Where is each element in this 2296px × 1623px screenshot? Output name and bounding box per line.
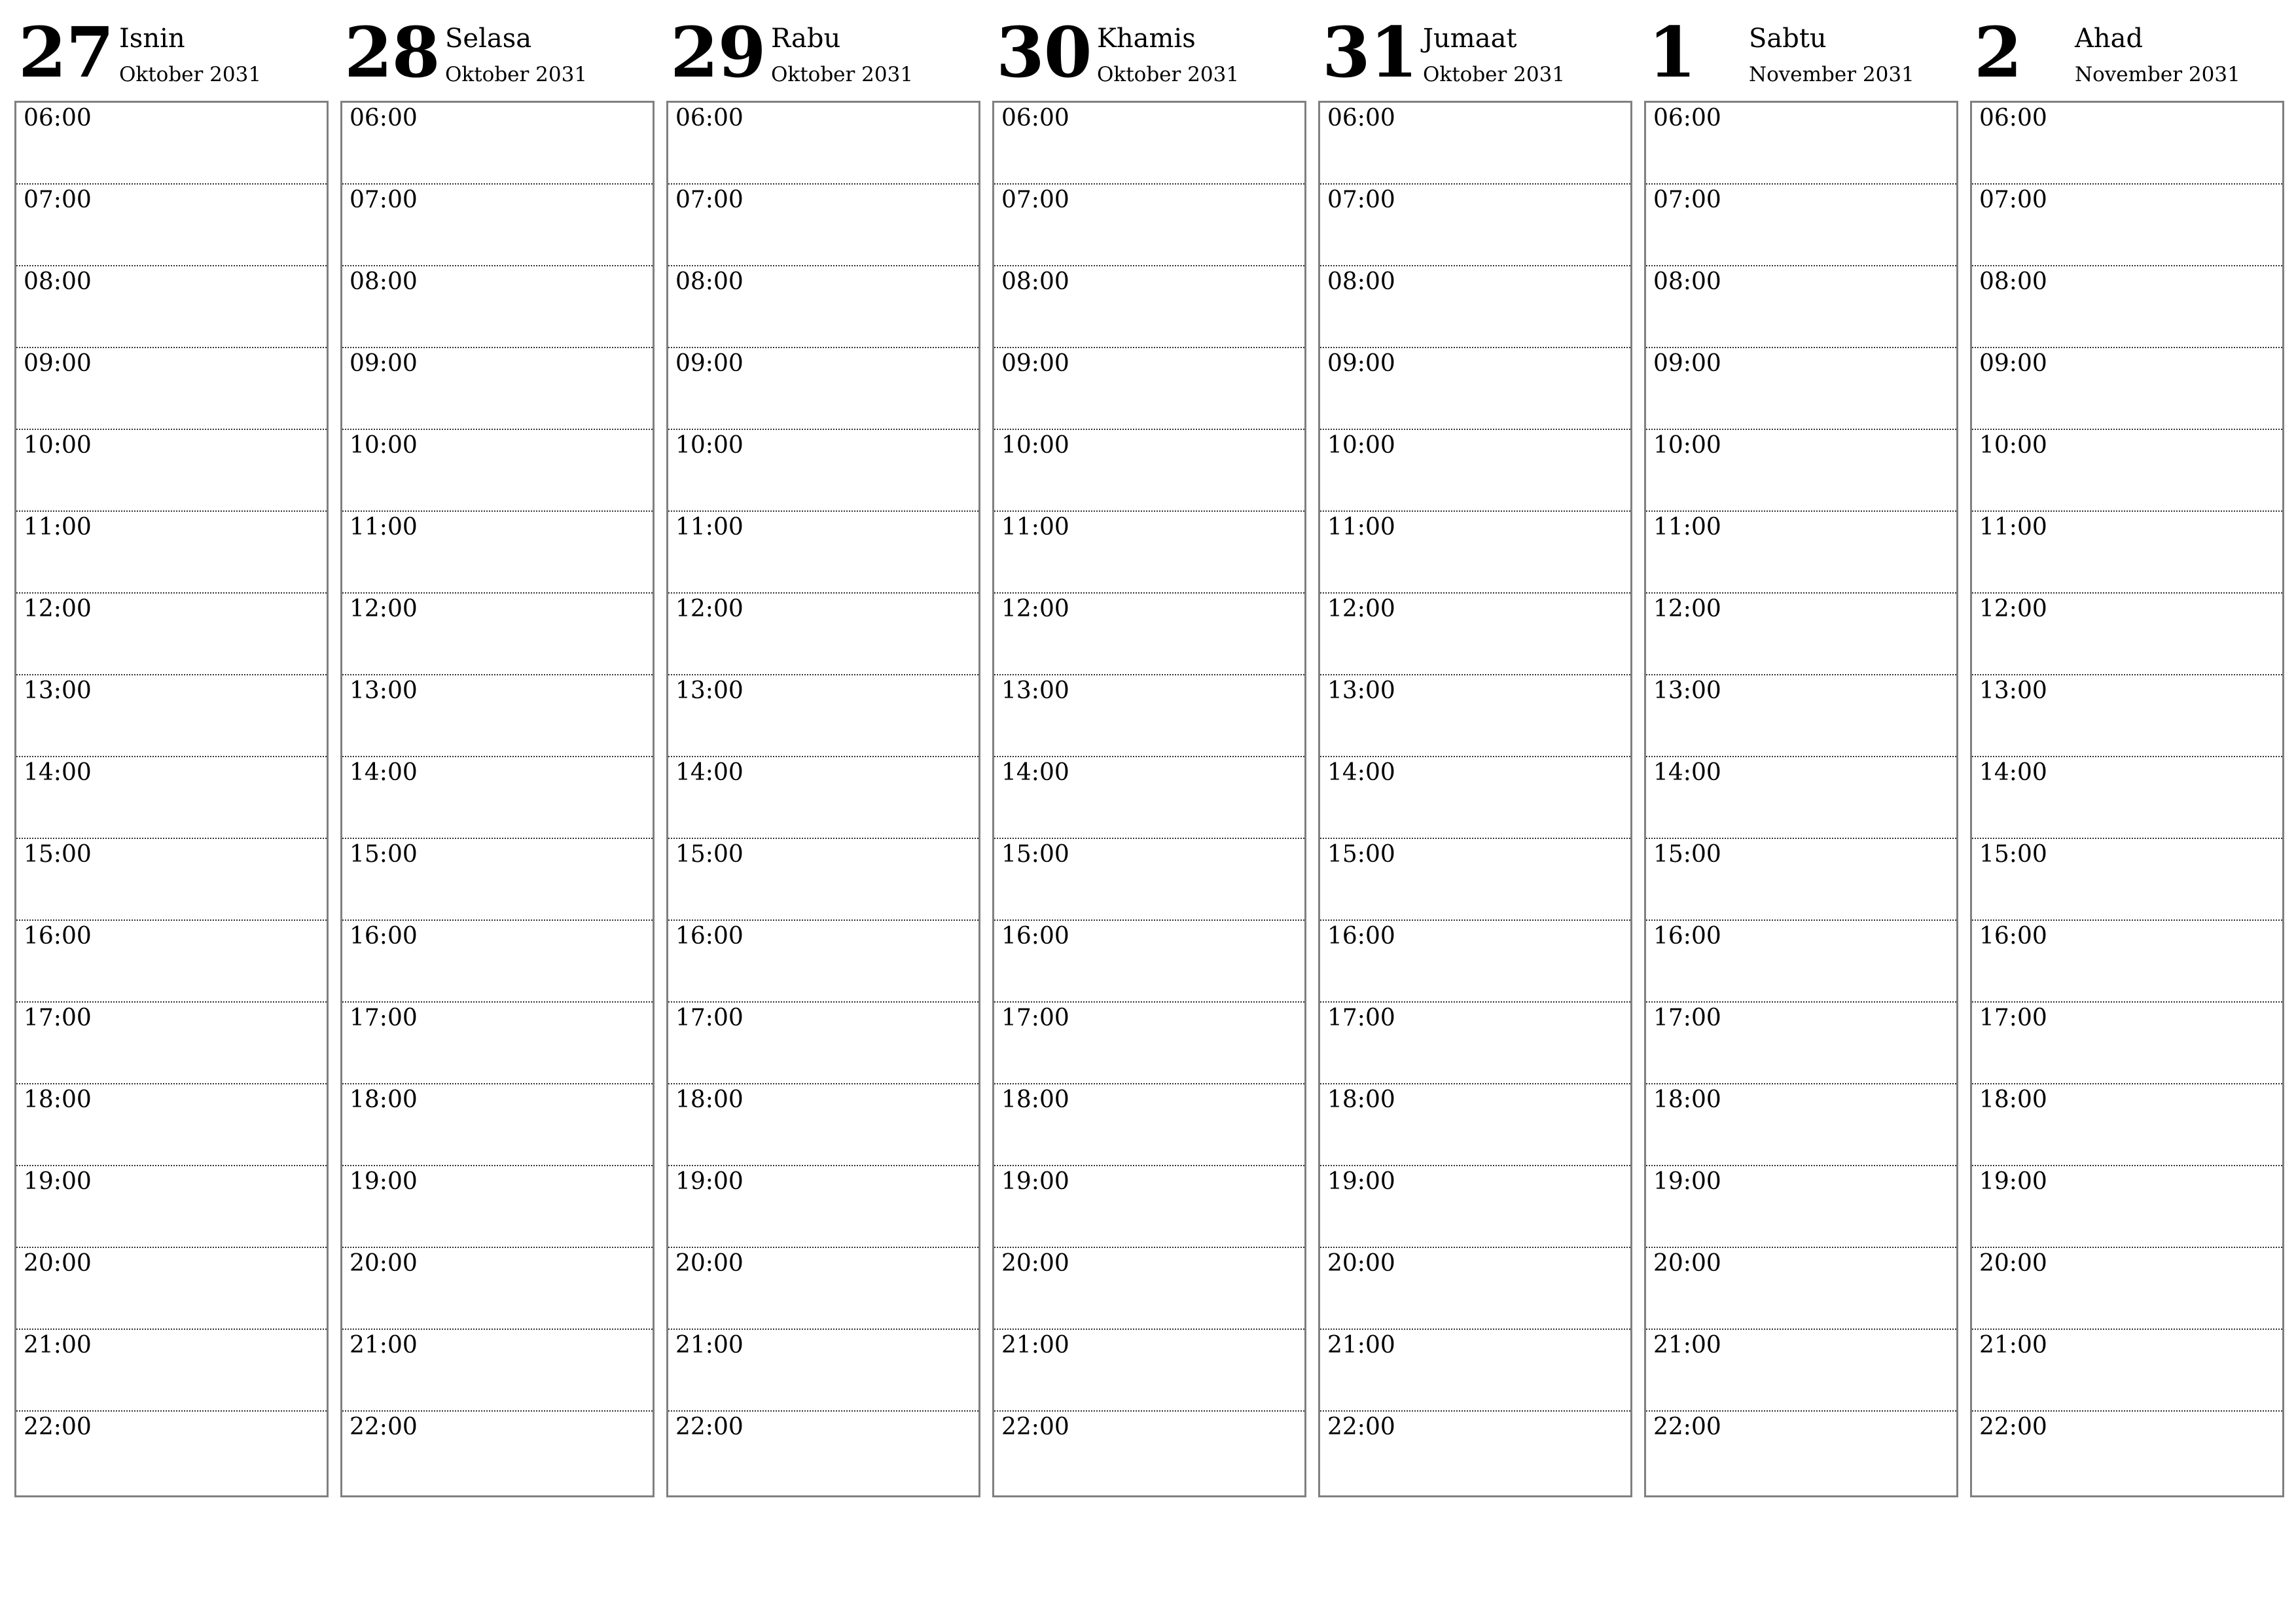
time-slot-label: 06:00 xyxy=(350,105,418,132)
time-slot xyxy=(668,1166,978,1248)
time-slot xyxy=(1972,839,2282,921)
time-slot xyxy=(668,675,978,757)
time-slot-label: 21:00 xyxy=(675,1332,744,1359)
time-slot-label: 13:00 xyxy=(1979,677,2047,704)
day-header xyxy=(340,0,653,98)
time-slot xyxy=(1972,1003,2282,1084)
time-slot-label: 08:00 xyxy=(24,268,92,295)
time-slot-label: 15:00 xyxy=(1327,841,1395,868)
time-slot-label: 09:00 xyxy=(350,350,418,377)
time-slot-label: 21:00 xyxy=(1979,1332,2047,1359)
time-slot xyxy=(1646,921,1956,1003)
day-header xyxy=(1970,0,2283,98)
time-slot xyxy=(1320,512,1630,594)
time-slot xyxy=(668,1248,978,1330)
day-column xyxy=(1644,0,1957,1499)
day-column xyxy=(666,0,979,1499)
time-slot xyxy=(342,1330,653,1412)
time-slot-label: 07:00 xyxy=(24,187,92,213)
day-column xyxy=(14,0,327,1499)
time-slot-label: 16:00 xyxy=(1327,923,1395,950)
time-slot xyxy=(994,675,1304,757)
month-year: November 2031 xyxy=(1749,63,1914,86)
time-slot-label: 11:00 xyxy=(675,514,744,541)
day-name: Sabtu xyxy=(1749,24,1827,54)
day-number: 28 xyxy=(344,11,440,93)
time-slot-label: 13:00 xyxy=(350,677,418,704)
time-slot xyxy=(1320,594,1630,675)
time-slot-label: 22:00 xyxy=(1327,1414,1395,1440)
time-slot xyxy=(668,1084,978,1166)
time-slot xyxy=(16,1166,327,1248)
time-slot xyxy=(16,1330,327,1412)
time-slot-label: 12:00 xyxy=(675,596,744,622)
time-slot-label: 22:00 xyxy=(350,1414,418,1440)
time-slot xyxy=(668,1330,978,1412)
time-slot xyxy=(1320,1248,1630,1330)
time-slot-label: 11:00 xyxy=(350,514,418,541)
time-slot-label: 10:00 xyxy=(1653,432,1721,459)
time-slot xyxy=(1646,594,1956,675)
time-slot-label: 13:00 xyxy=(1001,677,1069,704)
day-number: 27 xyxy=(18,11,114,93)
time-slot xyxy=(1320,1084,1630,1166)
time-slot xyxy=(1320,921,1630,1003)
time-slot-label: 21:00 xyxy=(1327,1332,1395,1359)
time-slot xyxy=(1972,266,2282,348)
time-slot xyxy=(994,103,1304,185)
time-slot-label: 15:00 xyxy=(1001,841,1069,868)
month-year: Oktober 2031 xyxy=(445,63,588,86)
time-slot xyxy=(994,839,1304,921)
time-slot-label: 07:00 xyxy=(1001,187,1069,213)
time-slot-label: 18:00 xyxy=(675,1086,744,1113)
time-slot xyxy=(1972,1330,2282,1412)
time-slot xyxy=(994,1084,1304,1166)
time-slot-label: 17:00 xyxy=(1653,1005,1721,1031)
day-column xyxy=(992,0,1305,1499)
month-year: November 2031 xyxy=(2075,63,2240,86)
day-number: 30 xyxy=(996,11,1092,93)
time-slot-label: 21:00 xyxy=(350,1332,418,1359)
time-slot-label: 18:00 xyxy=(1653,1086,1721,1113)
time-slot xyxy=(668,1412,978,1493)
time-slot-label: 12:00 xyxy=(1653,596,1721,622)
time-slot-label: 09:00 xyxy=(24,350,92,377)
day-header xyxy=(666,0,979,98)
time-slot-label: 22:00 xyxy=(1001,1414,1069,1440)
time-slot xyxy=(1320,185,1630,266)
time-slot-label: 07:00 xyxy=(1653,187,1721,213)
time-slot xyxy=(1646,1412,1956,1493)
time-slot-label: 16:00 xyxy=(350,923,418,950)
day-number: 2 xyxy=(1974,11,2022,93)
time-slot xyxy=(16,675,327,757)
day-schedule-box xyxy=(340,101,655,1497)
day-schedule-box xyxy=(666,101,980,1497)
time-slot-label: 13:00 xyxy=(24,677,92,704)
time-slot xyxy=(342,1166,653,1248)
time-slot xyxy=(994,348,1304,430)
time-slot-label: 19:00 xyxy=(1001,1168,1069,1195)
time-slot-label: 11:00 xyxy=(24,514,92,541)
time-slot xyxy=(994,512,1304,594)
time-slot xyxy=(1646,1166,1956,1248)
time-slot xyxy=(1320,1166,1630,1248)
time-slot xyxy=(16,757,327,839)
time-slot-label: 18:00 xyxy=(1327,1086,1395,1113)
time-slot xyxy=(16,1412,327,1493)
time-slot xyxy=(1320,1003,1630,1084)
day-number: 29 xyxy=(670,11,766,93)
time-slot-label: 16:00 xyxy=(675,923,744,950)
day-name: Khamis xyxy=(1097,24,1196,54)
time-slot-label: 21:00 xyxy=(1653,1332,1721,1359)
time-slot xyxy=(1646,185,1956,266)
time-slot xyxy=(994,185,1304,266)
time-slot xyxy=(1972,512,2282,594)
time-slot-label: 20:00 xyxy=(24,1250,92,1277)
time-slot xyxy=(1320,430,1630,512)
time-slot-label: 11:00 xyxy=(1979,514,2047,541)
time-slot xyxy=(994,1248,1304,1330)
time-slot-label: 13:00 xyxy=(1653,677,1721,704)
month-year: Oktober 2031 xyxy=(1097,63,1240,86)
time-slot xyxy=(1646,675,1956,757)
time-slot-label: 09:00 xyxy=(1001,350,1069,377)
time-slot-label: 14:00 xyxy=(24,759,92,786)
time-slot xyxy=(342,348,653,430)
time-slot xyxy=(994,921,1304,1003)
time-slot-label: 10:00 xyxy=(24,432,92,459)
time-slot-label: 19:00 xyxy=(24,1168,92,1195)
time-slot-label: 07:00 xyxy=(350,187,418,213)
time-slot xyxy=(342,266,653,348)
time-slot xyxy=(668,921,978,1003)
time-slot-label: 08:00 xyxy=(1979,268,2047,295)
time-slot xyxy=(1972,675,2282,757)
time-slot-label: 20:00 xyxy=(675,1250,744,1277)
time-slot xyxy=(16,185,327,266)
time-slot-label: 17:00 xyxy=(1327,1005,1395,1031)
month-year: Oktober 2031 xyxy=(1423,63,1566,86)
time-slot-label: 16:00 xyxy=(24,923,92,950)
time-slot-label: 13:00 xyxy=(675,677,744,704)
time-slot-label: 09:00 xyxy=(1327,350,1395,377)
time-slot-label: 14:00 xyxy=(1001,759,1069,786)
time-slot xyxy=(994,1003,1304,1084)
day-schedule-box xyxy=(14,101,329,1497)
day-header xyxy=(14,0,327,98)
day-number: 1 xyxy=(1648,11,1696,93)
time-slot xyxy=(1320,348,1630,430)
time-slot-label: 06:00 xyxy=(1979,105,2047,132)
time-slot-label: 15:00 xyxy=(675,841,744,868)
time-slot-label: 11:00 xyxy=(1001,514,1069,541)
time-slot-label: 15:00 xyxy=(350,841,418,868)
time-slot-label: 12:00 xyxy=(1327,596,1395,622)
time-slot-label: 10:00 xyxy=(350,432,418,459)
time-slot-label: 08:00 xyxy=(1001,268,1069,295)
time-slot xyxy=(668,839,978,921)
day-column xyxy=(1970,0,2283,1499)
time-slot-label: 12:00 xyxy=(1979,596,2047,622)
time-slot xyxy=(1972,103,2282,185)
time-slot xyxy=(1646,348,1956,430)
time-slot xyxy=(16,921,327,1003)
time-slot xyxy=(1320,103,1630,185)
time-slot xyxy=(16,430,327,512)
time-slot xyxy=(342,1412,653,1493)
time-slot-label: 12:00 xyxy=(24,596,92,622)
time-slot xyxy=(1972,1084,2282,1166)
time-slot-label: 07:00 xyxy=(1979,187,2047,213)
time-slot xyxy=(342,921,653,1003)
time-slot-label: 09:00 xyxy=(1653,350,1721,377)
time-slot-label: 10:00 xyxy=(1327,432,1395,459)
time-slot-label: 19:00 xyxy=(1327,1168,1395,1195)
time-slot xyxy=(1972,1248,2282,1330)
time-slot xyxy=(16,839,327,921)
time-slot xyxy=(668,757,978,839)
time-slot xyxy=(1320,675,1630,757)
time-slot xyxy=(16,1248,327,1330)
day-name: Rabu xyxy=(771,24,841,54)
time-slot xyxy=(16,266,327,348)
time-slot-label: 08:00 xyxy=(350,268,418,295)
time-slot xyxy=(994,757,1304,839)
time-slot-label: 19:00 xyxy=(350,1168,418,1195)
time-slot xyxy=(342,1248,653,1330)
time-slot xyxy=(668,103,978,185)
time-slot-label: 11:00 xyxy=(1327,514,1395,541)
time-slot xyxy=(994,266,1304,348)
time-slot-label: 20:00 xyxy=(1979,1250,2047,1277)
day-header xyxy=(1644,0,1957,98)
time-slot xyxy=(1646,266,1956,348)
time-slot-label: 21:00 xyxy=(1001,1332,1069,1359)
time-slot-label: 18:00 xyxy=(1979,1086,2047,1113)
day-header xyxy=(1318,0,1631,98)
day-header xyxy=(992,0,1305,98)
day-column xyxy=(340,0,653,1499)
day-schedule-box xyxy=(1970,101,2284,1497)
day-schedule-box xyxy=(1644,101,1958,1497)
month-year: Oktober 2031 xyxy=(771,63,914,86)
time-slot-label: 17:00 xyxy=(350,1005,418,1031)
time-slot xyxy=(1320,757,1630,839)
time-slot-label: 18:00 xyxy=(1001,1086,1069,1113)
time-slot xyxy=(1646,1084,1956,1166)
time-slot-label: 16:00 xyxy=(1001,923,1069,950)
time-slot xyxy=(1320,266,1630,348)
time-slot xyxy=(342,757,653,839)
time-slot-label: 08:00 xyxy=(1327,268,1395,295)
time-slot-label: 06:00 xyxy=(1653,105,1721,132)
time-slot-label: 14:00 xyxy=(1327,759,1395,786)
time-slot-label: 18:00 xyxy=(350,1086,418,1113)
time-slot-label: 20:00 xyxy=(1653,1250,1721,1277)
time-slot xyxy=(1646,1003,1956,1084)
time-slot xyxy=(342,594,653,675)
time-slot-label: 09:00 xyxy=(675,350,744,377)
time-slot-label: 17:00 xyxy=(1001,1005,1069,1031)
time-slot-label: 06:00 xyxy=(1327,105,1395,132)
day-name: Selasa xyxy=(445,24,532,54)
time-slot xyxy=(994,594,1304,675)
time-slot xyxy=(16,1084,327,1166)
time-slot-label: 17:00 xyxy=(1979,1005,2047,1031)
time-slot xyxy=(1646,512,1956,594)
time-slot xyxy=(342,512,653,594)
time-slot-label: 14:00 xyxy=(1653,759,1721,786)
time-slot-label: 20:00 xyxy=(1001,1250,1069,1277)
time-slot-label: 13:00 xyxy=(1327,677,1395,704)
day-name: Ahad xyxy=(2075,24,2144,54)
time-slot xyxy=(342,1003,653,1084)
time-slot xyxy=(668,348,978,430)
time-slot xyxy=(16,512,327,594)
time-slot-label: 17:00 xyxy=(24,1005,92,1031)
time-slot xyxy=(1320,1330,1630,1412)
time-slot xyxy=(342,430,653,512)
time-slot-label: 22:00 xyxy=(24,1414,92,1440)
time-slot xyxy=(1972,348,2282,430)
time-slot xyxy=(342,1084,653,1166)
time-slot xyxy=(1320,839,1630,921)
time-slot xyxy=(16,1003,327,1084)
time-slot-label: 20:00 xyxy=(350,1250,418,1277)
time-slot-label: 21:00 xyxy=(24,1332,92,1359)
time-slot xyxy=(668,594,978,675)
time-slot-label: 06:00 xyxy=(1001,105,1069,132)
time-slot xyxy=(1972,594,2282,675)
time-slot xyxy=(1320,1412,1630,1493)
time-slot xyxy=(1646,757,1956,839)
time-slot xyxy=(1646,839,1956,921)
time-slot-label: 16:00 xyxy=(1979,923,2047,950)
time-slot-label: 06:00 xyxy=(675,105,744,132)
time-slot-label: 12:00 xyxy=(350,596,418,622)
time-slot xyxy=(16,348,327,430)
time-slot-label: 09:00 xyxy=(1979,350,2047,377)
time-slot-label: 18:00 xyxy=(24,1086,92,1113)
time-slot-label: 06:00 xyxy=(24,105,92,132)
time-slot xyxy=(342,675,653,757)
time-slot-label: 07:00 xyxy=(1327,187,1395,213)
time-slot-label: 14:00 xyxy=(350,759,418,786)
time-slot-label: 17:00 xyxy=(675,1005,744,1031)
time-slot xyxy=(342,185,653,266)
day-name: Isnin xyxy=(119,24,185,54)
time-slot-label: 15:00 xyxy=(1653,841,1721,868)
day-name: Jumaat xyxy=(1423,24,1517,54)
time-slot-label: 10:00 xyxy=(1001,432,1069,459)
day-schedule-box xyxy=(992,101,1306,1497)
time-slot xyxy=(1972,1412,2282,1493)
time-slot xyxy=(1972,757,2282,839)
time-slot xyxy=(342,839,653,921)
time-slot-label: 22:00 xyxy=(675,1414,744,1440)
month-year: Oktober 2031 xyxy=(119,63,262,86)
time-slot xyxy=(994,1166,1304,1248)
time-slot xyxy=(16,594,327,675)
time-slot xyxy=(1646,1248,1956,1330)
time-slot xyxy=(668,185,978,266)
time-slot-label: 22:00 xyxy=(1653,1414,1721,1440)
time-slot-label: 19:00 xyxy=(675,1168,744,1195)
time-slot xyxy=(668,512,978,594)
time-slot-label: 10:00 xyxy=(1979,432,2047,459)
time-slot xyxy=(1972,1166,2282,1248)
time-slot xyxy=(1972,185,2282,266)
time-slot-label: 20:00 xyxy=(1327,1250,1395,1277)
time-slot-label: 22:00 xyxy=(1979,1414,2047,1440)
time-slot xyxy=(1972,921,2282,1003)
time-slot-label: 12:00 xyxy=(1001,596,1069,622)
time-slot xyxy=(994,1330,1304,1412)
time-slot xyxy=(668,430,978,512)
time-slot-label: 07:00 xyxy=(675,187,744,213)
time-slot xyxy=(1646,1330,1956,1412)
time-slot xyxy=(994,1412,1304,1493)
time-slot-label: 19:00 xyxy=(1979,1168,2047,1195)
time-slot xyxy=(1972,430,2282,512)
time-slot-label: 14:00 xyxy=(1979,759,2047,786)
time-slot xyxy=(1646,430,1956,512)
day-schedule-box xyxy=(1318,101,1632,1497)
time-slot-label: 08:00 xyxy=(1653,268,1721,295)
time-slot xyxy=(1646,103,1956,185)
time-slot-label: 19:00 xyxy=(1653,1168,1721,1195)
time-slot xyxy=(668,266,978,348)
time-slot-label: 08:00 xyxy=(675,268,744,295)
time-slot-label: 15:00 xyxy=(24,841,92,868)
time-slot xyxy=(16,103,327,185)
day-number: 31 xyxy=(1322,11,1418,93)
time-slot xyxy=(342,103,653,185)
day-column xyxy=(1318,0,1631,1499)
time-slot xyxy=(994,430,1304,512)
time-slot-label: 15:00 xyxy=(1979,841,2047,868)
time-slot-label: 11:00 xyxy=(1653,514,1721,541)
time-slot-label: 16:00 xyxy=(1653,923,1721,950)
time-slot xyxy=(668,1003,978,1084)
time-slot-label: 14:00 xyxy=(675,759,744,786)
time-slot-label: 10:00 xyxy=(675,432,744,459)
